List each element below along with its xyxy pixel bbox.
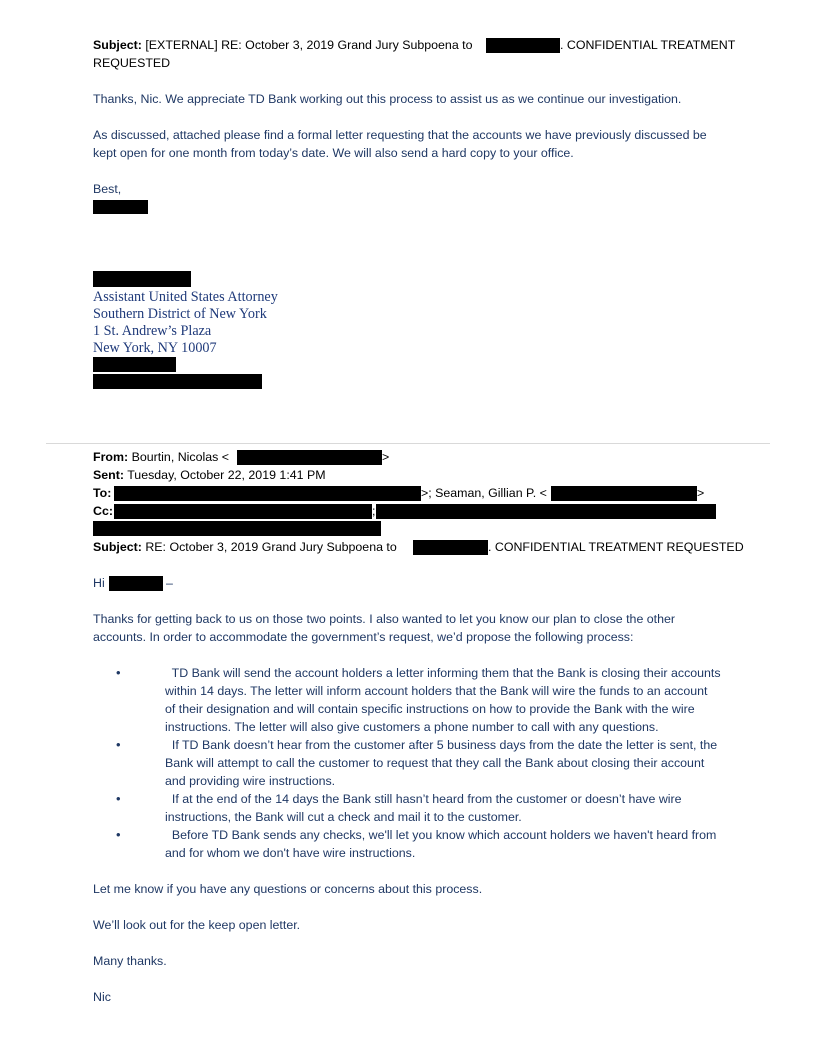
bullet-line: within 14 days. The letter will inform account holders that the Bank will wire the funds to an account [165, 684, 708, 698]
top-paragraph-1: Thanks, Nic. We appreciate TD Bank working out this process to assist us as we continue our investigation. [93, 92, 682, 106]
redaction-bar [413, 540, 488, 555]
redaction-bar [93, 271, 191, 287]
redaction-bar [109, 576, 163, 591]
subject-label: Subject: [93, 540, 142, 554]
bullet-line: TD Bank will send the account holders a letter informing them that the Bank is closing their accounts [165, 666, 721, 680]
bullet-line: of their designation and will contain specific instructions on how to provide the Bank with the wire [165, 702, 695, 716]
bullet-line: instructions, the Bank will cut a check and mail it to the customer. [165, 810, 522, 824]
from-bracket-close: > [382, 450, 390, 464]
bullet-marker: • [116, 791, 121, 806]
from-label: From: [93, 450, 129, 464]
header-subject [93, 538, 397, 556]
top-subject-line [93, 36, 473, 54]
top-subject-text: [EXTERNAL] RE: October 3, 2019 Grand Jury Subpoena to [145, 38, 473, 52]
bullet-item [165, 826, 775, 862]
top-subject-label: Subject: [93, 38, 142, 52]
to-bracket-close: > [697, 486, 705, 500]
redaction-bar [237, 450, 382, 465]
cc-separator: ; [377, 522, 381, 536]
bullet-line: Bank will attempt to call the customer to request that they call the Bank about closing their account [165, 756, 705, 770]
header-from [93, 448, 229, 466]
letter-line: We’ll look out for the keep open letter. [93, 918, 301, 932]
email-divider [46, 443, 770, 444]
redaction-bar [486, 38, 560, 53]
redaction-bar [93, 200, 148, 214]
bullet-marker: • [116, 827, 121, 842]
to-label: To: [93, 486, 112, 500]
redaction-bar [93, 521, 381, 536]
intro-line-1: Thanks for getting back to us on those two points. I also wanted to let you know our plan to close the other [93, 612, 676, 626]
signature-address-line-2: New York, NY 10007 [93, 340, 217, 356]
greeting-hi: Hi [93, 576, 105, 590]
bullet-line: If at the end of the 14 days the Bank still hasn’t heard from the customer or doesn’t have wire [165, 792, 682, 806]
subject-suffix: . CONFIDENTIAL TREATMENT REQUESTED [488, 540, 744, 554]
to-recipient: >; Seaman, Gillian P. < [421, 486, 547, 500]
top-paragraph-2-line-1: As discussed, attached please find a formal letter requesting that the accounts we have previously discussed be [93, 128, 707, 142]
top-paragraph-2-line-2: kept open for one month from today’s date. We will also send a hard copy to your office. [93, 146, 574, 160]
subject-text: RE: October 3, 2019 Grand Jury Subpoena to [145, 540, 397, 554]
sent-value: Tuesday, October 22, 2019 1:41 PM [127, 468, 326, 482]
redaction-bar [376, 504, 716, 519]
header-to [93, 484, 111, 502]
header-sent [93, 466, 326, 484]
signature-title: Assistant United States Attorney [93, 289, 278, 305]
greeting-dash: – [166, 576, 173, 590]
redaction-bar [93, 357, 176, 372]
bullet-item [165, 790, 775, 826]
intro-line-2: accounts. In order to accommodate the government’s request, we’d propose the following process: [93, 630, 634, 644]
top-subject-continued: REQUESTED [93, 56, 171, 70]
top-subject-suffix: . CONFIDENTIAL TREATMENT [560, 38, 736, 52]
redaction-bar [93, 374, 262, 389]
bullet-line: and providing wire instructions. [165, 774, 336, 788]
signature-address-line-1: 1 St. Andrew’s Plaza [93, 323, 212, 339]
signature-office: Southern District of New York [93, 306, 267, 322]
redaction-bar [114, 504, 372, 519]
thanks-line: Many thanks. [93, 954, 167, 968]
bullet-line: Before TD Bank sends any checks, we'll let you know which account holders we haven't heard from [165, 828, 717, 842]
bullet-marker: • [116, 737, 121, 752]
questions-line: Let me know if you have any questions or concerns about this process. [93, 882, 483, 896]
cc-label: Cc: [93, 504, 113, 518]
bullet-marker: • [116, 665, 121, 680]
cc-separator: ; [372, 504, 376, 518]
sent-label: Sent: [93, 468, 124, 482]
redaction-bar [114, 486, 421, 501]
bullet-item [165, 664, 775, 736]
from-value: Bourtin, Nicolas < [131, 450, 230, 464]
top-closing: Best, [93, 182, 122, 196]
bullet-item [165, 736, 775, 790]
signoff: Nic [93, 990, 111, 1004]
header-cc [93, 502, 113, 520]
bullet-line: and for whom we don't have wire instructions. [165, 846, 416, 860]
redaction-bar [551, 486, 697, 501]
bullet-line: If TD Bank doesn’t hear from the customer after 5 business days from the date the letter is sent, the [165, 738, 718, 752]
bullet-line: instructions. The letter will also give customers a phone number to call with any questions. [165, 720, 659, 734]
